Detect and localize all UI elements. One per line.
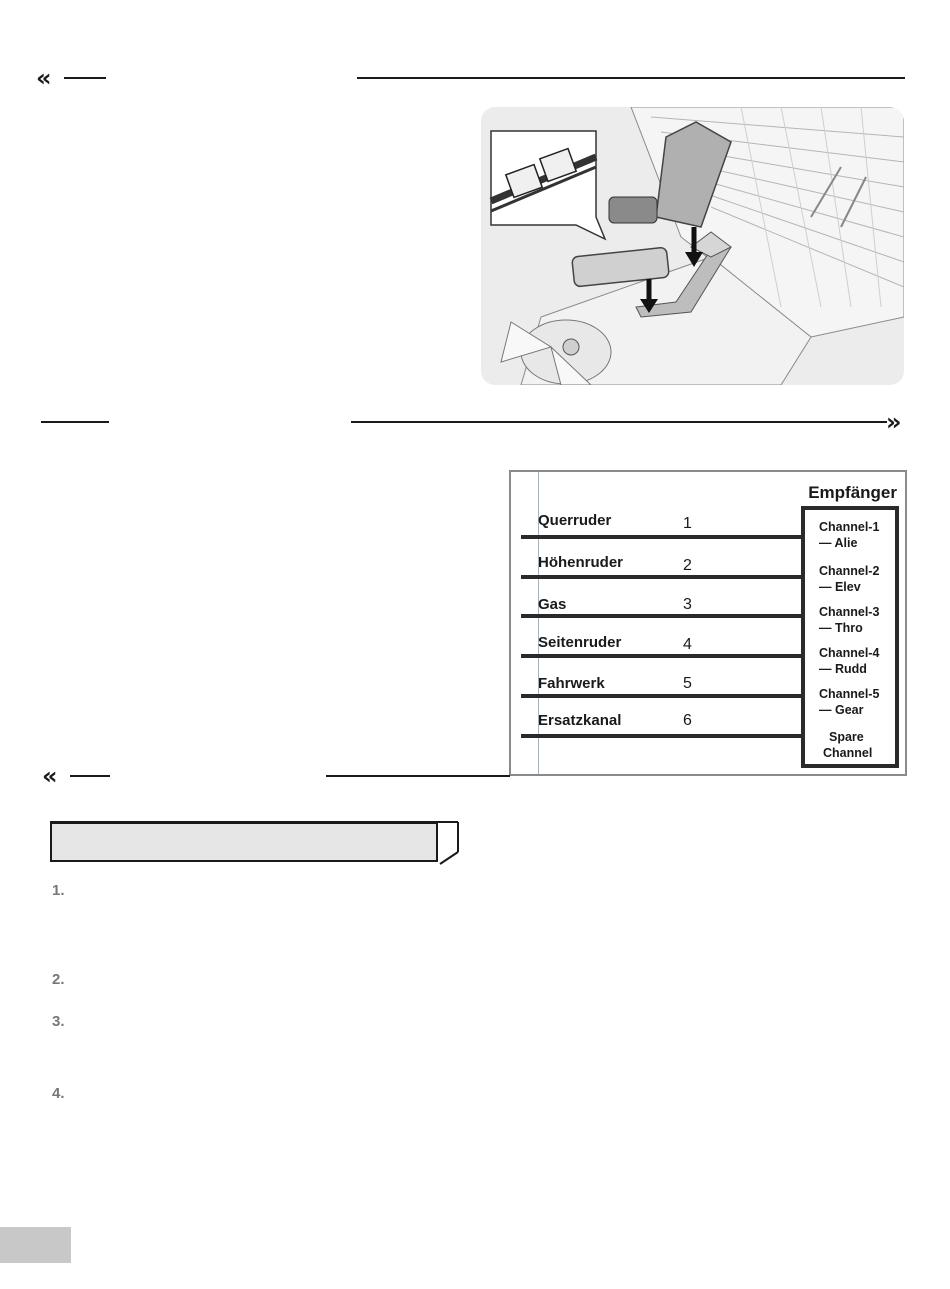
page-number-tab: [0, 1227, 71, 1263]
channel-label: [805, 563, 895, 595]
airplane-battery-illustration: [481, 107, 904, 385]
row-number: 6: [683, 712, 692, 729]
row-number: 3: [683, 596, 692, 613]
battery-install-figure: [481, 107, 904, 385]
channel-name: Spare: [829, 730, 864, 744]
channel-name: Channel-5: [819, 687, 880, 701]
channel-label: [805, 686, 895, 718]
section-rule-right: [357, 77, 905, 79]
row-line: [521, 575, 803, 579]
receiver-channel-diagram: [509, 470, 907, 776]
row-line: [521, 694, 803, 698]
row-label: Seitenruder: [538, 634, 622, 651]
section-rule-left: [70, 775, 110, 777]
safety-notice-box: [50, 822, 438, 862]
row-label: Ersatzkanal: [538, 712, 622, 729]
double-chevron-left-icon: «: [42, 762, 58, 790]
channel-name: Channel-4: [819, 646, 880, 660]
row-line: [521, 535, 803, 539]
channel-label: [805, 519, 895, 551]
section-rule-left: [41, 421, 109, 423]
row-line: [521, 734, 803, 738]
channel-name: Channel-2: [819, 564, 880, 578]
row-label: Querruder: [538, 512, 612, 529]
row-number: 5: [683, 675, 692, 692]
list-number: 2.: [52, 971, 65, 988]
receiver-title: Empfänger: [808, 483, 897, 502]
list-number: 1.: [52, 882, 65, 899]
channel-label: [805, 604, 895, 636]
row-line: [521, 614, 803, 618]
channel-name: Channel-1: [819, 520, 880, 534]
row-number: 1: [683, 515, 692, 532]
list-number: 4.: [52, 1085, 65, 1102]
receiver-channel-box: [801, 506, 899, 768]
section-rule-right: [351, 421, 887, 423]
row-label: Gas: [538, 596, 567, 613]
row-line: [521, 654, 803, 658]
section-rule-right: [326, 775, 510, 777]
row-label: Höhenruder: [538, 554, 624, 571]
double-chevron-right-icon: »: [886, 408, 902, 436]
channel-function: — Alie: [819, 536, 858, 550]
channel-function: Channel: [823, 746, 873, 760]
channel-label: [805, 645, 895, 677]
channel-function: — Rudd: [819, 662, 867, 676]
list-number: 3.: [52, 1013, 65, 1030]
double-chevron-left-icon: «: [36, 64, 52, 92]
channel-label: [805, 729, 895, 761]
channel-function: — Elev: [819, 580, 861, 594]
row-number: 2: [683, 557, 692, 574]
row-label: Fahrwerk: [538, 675, 605, 692]
row-number: 4: [683, 636, 692, 653]
section-rule-left: [64, 77, 106, 79]
channel-function: — Thro: [819, 621, 863, 635]
channel-name: Channel-3: [819, 605, 880, 619]
channel-function: — Gear: [819, 703, 864, 717]
